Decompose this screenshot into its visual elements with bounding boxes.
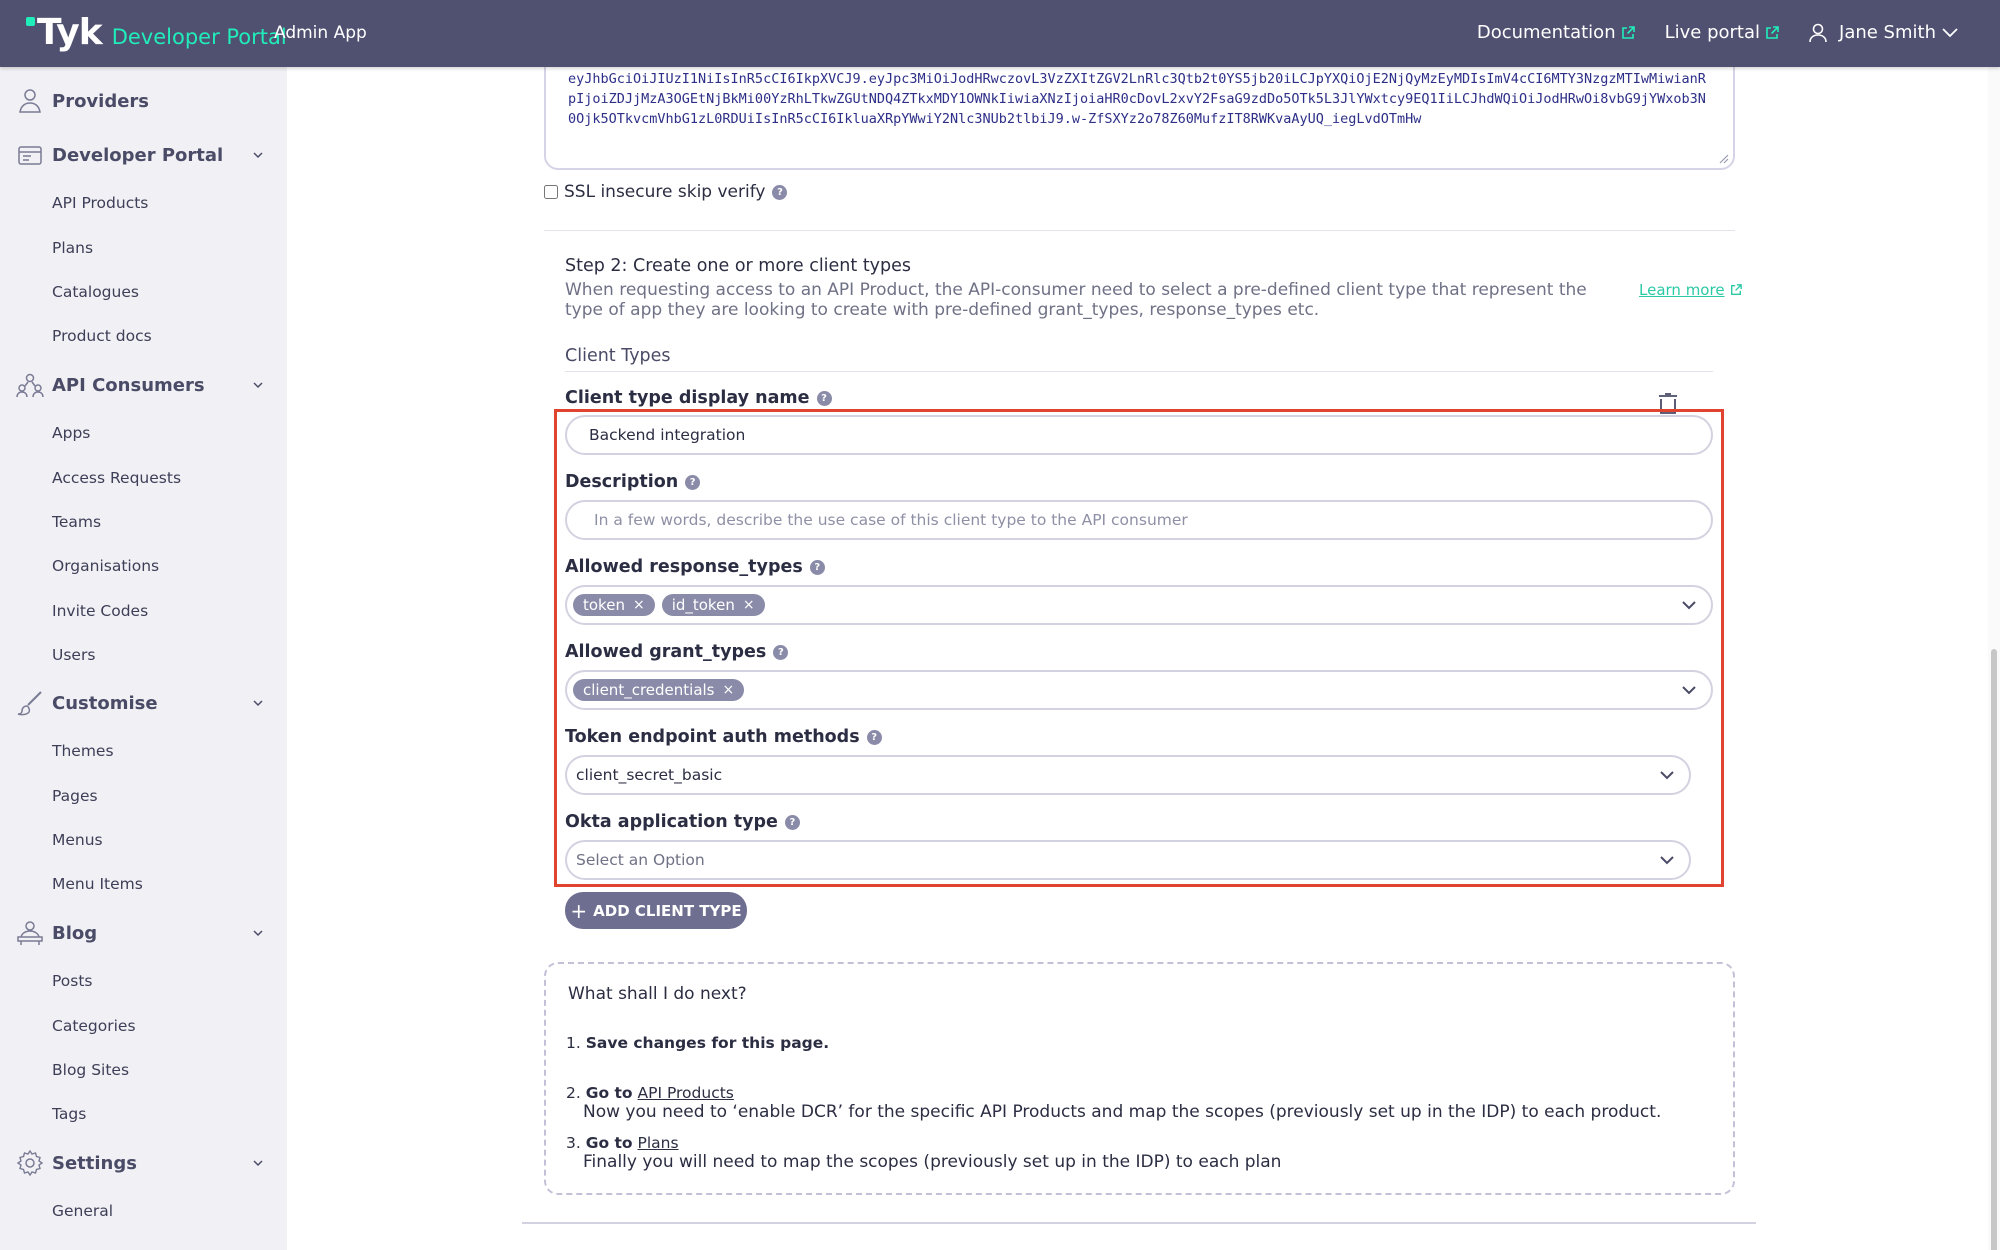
next-steps-box	[544, 962, 1735, 1195]
display-name-value: Backend integration	[589, 426, 746, 444]
response-types-label	[565, 557, 825, 577]
add-client-type-button[interactable]	[565, 892, 747, 929]
learn-more-link[interactable]	[1639, 281, 1742, 299]
sidebar-item-posts[interactable]: Posts	[52, 972, 93, 990]
description-label	[565, 472, 700, 492]
developer-portal-icon	[16, 141, 44, 169]
step-number: 2.	[566, 1084, 581, 1102]
sidebar-item-users[interactable]: Users	[52, 646, 96, 664]
sidebar-group-label: Providers	[52, 90, 150, 112]
sidebar-item-categories[interactable]: Categories	[52, 1017, 136, 1035]
sidebar	[0, 67, 287, 1250]
add-client-type-label: ADD CLIENT TYPE	[593, 901, 742, 920]
main-content	[287, 67, 2000, 1250]
live-portal-label: Live portal	[1664, 22, 1761, 43]
step-text: Save changes for this page.	[585, 1034, 830, 1052]
sidebar-group-customise[interactable]	[0, 689, 287, 717]
chip-label: id_token	[671, 596, 735, 614]
ssl-skip-verify-row	[544, 182, 787, 202]
grant-types-label-text: Allowed grant_types	[565, 642, 767, 662]
scrollbar-track[interactable]	[1988, 67, 2000, 1250]
chevron-down-icon	[1942, 28, 1958, 38]
blog-icon	[16, 919, 44, 947]
sidebar-item-plans[interactable]: Plans	[52, 239, 94, 257]
next-step-3-description: Finally you will need to map the scopes (previously set up in the IDP) to each plan	[583, 1152, 1282, 1172]
remove-chip-icon[interactable]: ×	[722, 682, 735, 698]
sidebar-item-tags[interactable]: Tags	[52, 1105, 87, 1123]
okta-type-placeholder: Select an Option	[576, 851, 705, 869]
chevron-down-icon	[252, 927, 264, 939]
admin-app-label: Admin App	[274, 23, 367, 43]
grant-types-multiselect[interactable]	[565, 670, 1713, 710]
chevron-down-icon	[252, 1157, 264, 1169]
ssl-skip-verify-checkbox[interactable]	[544, 185, 558, 199]
top-bar	[0, 0, 2000, 67]
chip-client-credentials	[573, 679, 744, 701]
initial-access-token-textarea[interactable]	[544, 57, 1735, 170]
user-menu[interactable]	[1809, 22, 1970, 43]
step-number: 3.	[566, 1134, 581, 1152]
sidebar-item-product-docs[interactable]: Product docs	[52, 327, 152, 345]
chip-token	[573, 594, 655, 616]
plans-link[interactable]: Plans	[637, 1134, 679, 1152]
chevron-down-icon	[252, 697, 264, 709]
chip-id-token	[662, 594, 765, 616]
display-name-label	[565, 388, 832, 408]
token-value: eyJhbGciOiJIUzI1NiIsInR5cCI6IkpXVCJ9.eyJpc3MiOiJodHRwczovL3VzZXItZGV2LnRlc3Qtb2t0YS5jb20iLCJpYXQiOjE2NjQyMzEyMDIsImV4cCI6MTY3NzgzMTIwMiwianRpIjoiZDJjMzA3OGEtNjBkMi00YzRhLTkwZGUtNDQ4ZTkxMDY1OWNkIiwiaXNzIjoiaHR0cDovL2xvY2FsaG9zdDo5OTk5L3JlYWxtcy9EQ1IiLCJhdWQiOiJodHRwOi8vbG9jYWxob3N0Ojk5OTkvcmVhbG1zL0RDUiIsInR5cCI6IkluaXRpYWwiY2Nlc3NUb2tlbiJ9.w-ZfSXYz2o78Z60MufzIT8RWKvaAyUQ_iegLvdOTmHw	[568, 71, 1706, 127]
next-steps-title: What shall I do next?	[568, 984, 747, 1004]
help-icon[interactable]: ?	[772, 185, 787, 200]
step2-description: When requesting access to an API Product, the API-consumer need to select a pre-defined client type that represent the type of app they are looking to create with pre-defined grant_types, response_types etc.	[565, 280, 1587, 320]
sidebar-item-pages[interactable]: Pages	[52, 787, 98, 805]
token-auth-label	[565, 727, 882, 747]
okta-type-label-text: Okta application type	[565, 812, 778, 832]
providers-icon	[16, 87, 44, 115]
remove-chip-icon[interactable]: ×	[742, 597, 755, 613]
sidebar-item-general[interactable]: General	[52, 1202, 114, 1220]
next-step-1	[566, 1034, 829, 1052]
token-auth-label-text: Token endpoint auth methods	[565, 727, 860, 747]
help-icon[interactable]: ?	[685, 475, 700, 490]
sidebar-group-providers[interactable]	[0, 87, 287, 115]
description-label-text: Description	[565, 472, 679, 492]
sidebar-item-catalogues[interactable]: Catalogues	[52, 283, 139, 301]
okta-type-select[interactable]	[565, 840, 1691, 880]
user-icon	[1809, 23, 1827, 43]
sidebar-item-menu-items[interactable]: Menu Items	[52, 875, 143, 893]
sidebar-group-label: Developer Portal	[52, 144, 224, 166]
gear-icon	[16, 1149, 44, 1177]
logo-dot-icon	[26, 17, 35, 26]
token-auth-select[interactable]	[565, 755, 1691, 795]
sidebar-group-blog[interactable]	[0, 919, 287, 947]
step-number: 1.	[566, 1034, 581, 1052]
sidebar-group-label: Settings	[52, 1152, 137, 1174]
help-icon[interactable]: ?	[773, 645, 788, 660]
chevron-down-icon	[252, 379, 264, 391]
logo-word: Tyk	[37, 12, 102, 53]
external-link-icon	[1765, 26, 1779, 40]
ssl-skip-verify-label: SSL insecure skip verify	[564, 182, 766, 202]
user-name: Jane Smith	[1839, 22, 1936, 43]
step-goto: Go to	[585, 1084, 633, 1102]
sidebar-item-apps[interactable]: Apps	[52, 424, 91, 442]
top-right-nav	[1477, 22, 1970, 43]
sidebar-item-teams[interactable]: Teams	[52, 513, 102, 531]
chevron-down-icon	[252, 149, 264, 161]
chip-label: client_credentials	[583, 681, 715, 699]
tyk-logo[interactable]	[26, 12, 287, 53]
help-icon[interactable]: ?	[785, 815, 800, 830]
sidebar-item-api-products[interactable]: API Products	[52, 194, 149, 212]
live-portal-link[interactable]	[1665, 22, 1779, 43]
divider	[565, 371, 1713, 372]
help-icon[interactable]: ?	[817, 391, 832, 406]
divider	[544, 230, 1735, 231]
display-name-label-text: Client type display name	[565, 388, 810, 408]
documentation-label: Documentation	[1476, 22, 1616, 43]
display-name-input[interactable]	[565, 415, 1713, 455]
divider	[522, 1222, 1756, 1224]
api-products-link[interactable]: API Products	[637, 1084, 734, 1102]
response-types-multiselect[interactable]	[565, 585, 1713, 625]
next-step-3	[566, 1134, 679, 1152]
external-link-icon	[1621, 26, 1635, 40]
step-goto: Go to	[585, 1134, 633, 1152]
grant-types-label	[565, 642, 788, 662]
documentation-link[interactable]	[1477, 22, 1635, 43]
sidebar-item-themes[interactable]: Themes	[52, 742, 114, 760]
sidebar-group-api-consumers[interactable]	[0, 371, 287, 399]
api-consumers-icon	[16, 371, 44, 399]
next-step-2-description: Now you need to ‘enable DCR’ for the specific API Products and map the scopes (previously set up in the IDP) to each product.	[583, 1102, 1662, 1122]
sidebar-item-organisations[interactable]: Organisations	[52, 557, 160, 575]
brush-icon	[16, 689, 44, 717]
chevron-down-icon	[1659, 769, 1675, 781]
learn-more-label: Learn more	[1639, 281, 1725, 299]
chevron-down-icon	[1659, 854, 1675, 866]
sidebar-item-menus[interactable]: Menus	[52, 831, 103, 849]
sidebar-item-invite-codes[interactable]: Invite Codes	[52, 602, 149, 620]
logo-portal-text: Developer Portal	[111, 25, 287, 49]
help-icon[interactable]: ?	[867, 730, 882, 745]
step2-title: Step 2: Create one or more client types	[565, 256, 912, 276]
response-types-label-text: Allowed response_types	[565, 557, 803, 577]
sidebar-group-developer-portal[interactable]	[0, 141, 287, 169]
sidebar-group-label: Customise	[52, 692, 158, 714]
sidebar-item-access-requests[interactable]: Access Requests	[52, 469, 182, 487]
remove-chip-icon[interactable]: ×	[632, 597, 645, 613]
scrollbar-thumb[interactable]	[1991, 649, 1997, 1250]
next-step-2	[566, 1084, 734, 1102]
client-types-heading: Client Types	[565, 346, 671, 366]
external-link-icon	[1730, 284, 1742, 296]
chevron-down-icon[interactable]	[1681, 599, 1697, 611]
sidebar-group-settings[interactable]	[0, 1149, 287, 1177]
sidebar-item-blog-sites[interactable]: Blog Sites	[52, 1061, 130, 1079]
plus-icon: +	[570, 898, 588, 923]
token-auth-value: client_secret_basic	[576, 766, 723, 784]
resize-grip-icon[interactable]	[1719, 154, 1729, 164]
okta-type-label	[565, 812, 800, 832]
description-placeholder: In a few words, describe the use case of this client type to the API consumer	[594, 511, 1188, 529]
sidebar-group-label: Blog	[52, 922, 98, 944]
sidebar-group-label: API Consumers	[52, 374, 205, 396]
description-input[interactable]	[565, 500, 1713, 540]
chevron-down-icon[interactable]	[1681, 684, 1697, 696]
help-icon[interactable]: ?	[810, 560, 825, 575]
chip-label: token	[583, 596, 625, 614]
